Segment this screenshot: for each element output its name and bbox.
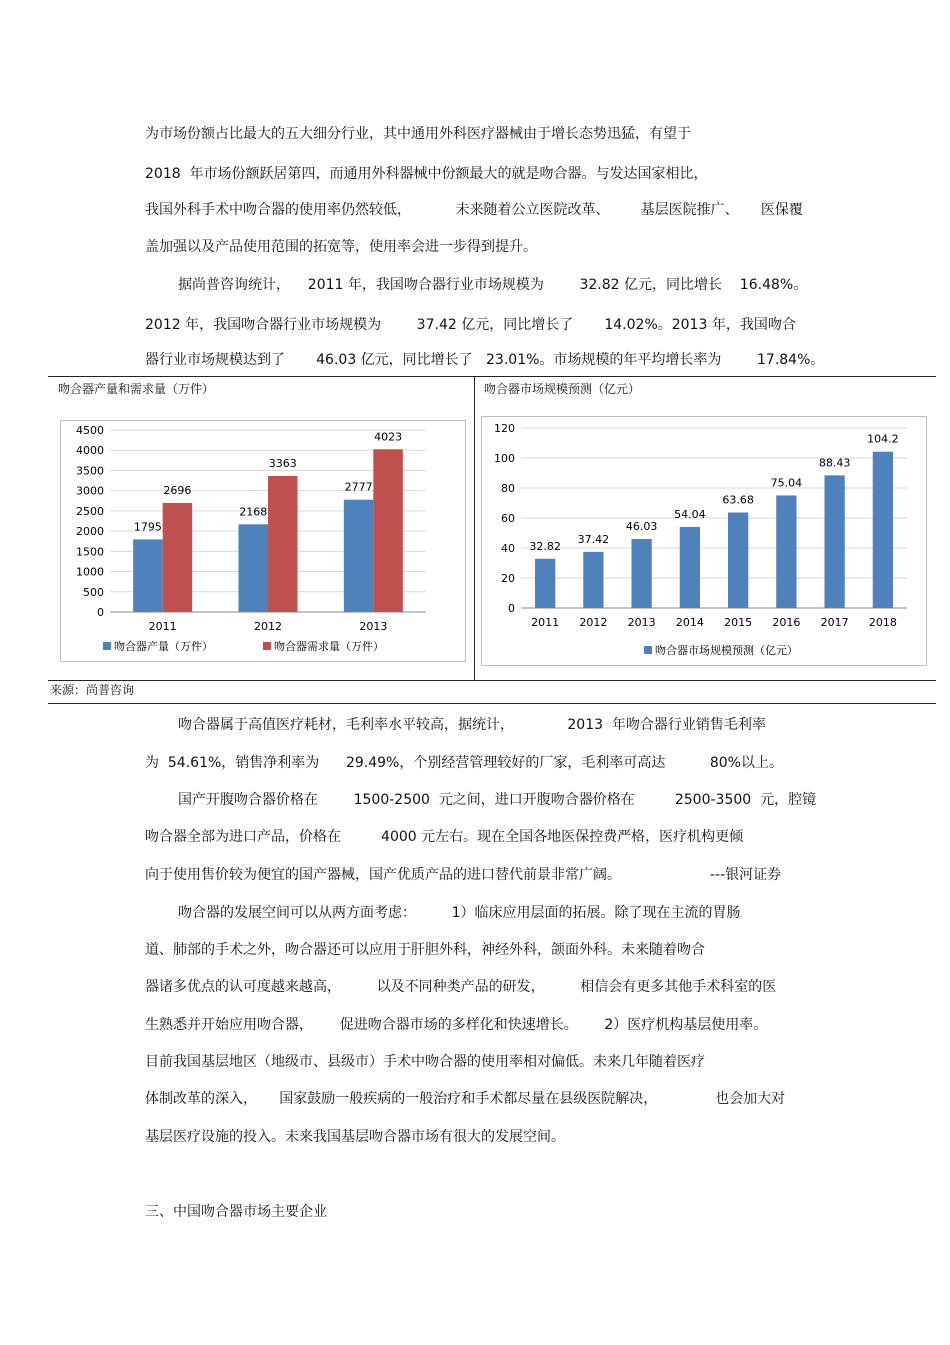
bar	[268, 476, 297, 612]
x-tick-label: 2014	[675, 616, 704, 629]
bar	[133, 539, 162, 612]
section-heading: 三、中国吻合器市场主要企业	[145, 1204, 327, 1220]
y-tick-label: 0	[97, 606, 104, 619]
y-tick-label: 4500	[76, 424, 104, 437]
y-tick-label: 1500	[76, 545, 104, 559]
production-demand-chart	[60, 420, 466, 662]
data-label: 37.42	[577, 532, 610, 546]
paragraph-line: 吻合器的发展空间可以从两方面考虑： 1）临床应用层面的拓展。除了现在主流的胃肠	[178, 905, 741, 921]
legend-swatch	[103, 642, 111, 650]
bar	[344, 500, 373, 612]
paragraph-line: 盖加强以及产品使用范围的拓宽等，使用率会进一步得到提升。	[145, 239, 537, 255]
legend-swatch	[644, 646, 652, 654]
x-tick-label: 2018	[868, 616, 897, 629]
paragraph-line: 据尚普咨询统计， 2011 年，我国吻合器行业市场规模为 32.82 亿元，同比增长 16.48%。	[178, 277, 808, 293]
y-tick-label: 3500	[76, 464, 104, 478]
data-label: 32.82	[529, 539, 561, 553]
data-label: 63.68	[722, 493, 754, 507]
x-tick-label: 2011	[531, 616, 560, 629]
paragraph-line: 为市场份额占比最大的五大细分行业，其中通用外科医疗器械由于增长态势迅猛，有望于	[145, 126, 691, 142]
y-tick-label: 1000	[76, 565, 104, 579]
x-tick-label: 2015	[724, 616, 753, 629]
data-label: 2777	[344, 480, 373, 494]
x-tick-label: 2016	[772, 616, 801, 629]
x-tick-label: 2011	[148, 620, 177, 633]
y-tick-label: 60	[501, 512, 515, 525]
figure-mid-rule	[48, 680, 936, 681]
paragraph-line: 基层医疗设施的投入。未来我国基层吻合器市场有很大的发展空间。	[145, 1129, 565, 1145]
data-label: 54.04	[674, 507, 706, 521]
y-tick-label: 2500	[76, 504, 104, 518]
data-label: 75.04	[770, 476, 803, 490]
paragraph-line: 体制改革的深入， 国家鼓励一般疾病的一般治疗和手术都尽量在县级医院解决， 也会加大对	[145, 1091, 786, 1107]
data-label: 1795	[133, 520, 162, 534]
paragraph-line: 2018 年市场份额跃居第四，而通用外科器械中份额最大的就是吻合器。与发达国家相比，	[145, 166, 708, 182]
legend-label: 吻合器需求量（万件）	[274, 640, 384, 653]
chart-title: 吻合器产量和需求量（万件）	[58, 382, 215, 396]
data-label: 2168	[239, 505, 268, 519]
y-tick-label: 80	[501, 482, 515, 495]
paragraph-line: 生熟悉并开始应用吻合器， 促进吻合器市场的多样化和快速增长。 2）医疗机构基层使用率。	[145, 1017, 768, 1033]
legend-label: 吻合器产量（万件）	[114, 640, 213, 653]
bar	[680, 527, 700, 608]
bar	[535, 559, 555, 608]
bar	[824, 475, 844, 608]
bar	[776, 495, 796, 608]
y-tick-label: 4000	[76, 444, 104, 458]
y-tick-label: 0	[508, 602, 515, 615]
data-label: 104.2	[867, 432, 899, 446]
paragraph-line: 2012 年，我国吻合器行业市场规模为 37.42 亿元，同比增长了 14.02%。2013 年，我国吻合	[145, 317, 796, 333]
data-label: 46.03	[625, 519, 658, 533]
data-label: 4023	[374, 430, 403, 444]
y-tick-label: 100	[494, 452, 515, 465]
paragraph-line: 向于使用售价较为便宜的国产器械，国产优质产品的进口替代前景非常广阔。 ---银河证券	[145, 867, 782, 883]
y-tick-label: 500	[83, 585, 104, 599]
paragraph-line: 目前我国基层地区（地级市、县级市）手术中吻合器的使用率相对偏低。未来几年随着医疗	[145, 1054, 705, 1070]
x-tick-label: 2013	[627, 616, 656, 629]
figure-source: 来源：尚普咨询	[50, 683, 135, 697]
data-label: 3363	[268, 456, 297, 470]
chart-title: 吻合器市场规模预测（亿元）	[484, 382, 641, 396]
x-tick-label: 2012	[579, 616, 608, 629]
x-tick-label: 2012	[254, 620, 282, 633]
paragraph-line: 吻合器属于高值医疗耗材，毛利率水平较高，据统计， 2013 年吻合器行业销售毛利率	[178, 717, 766, 733]
bar	[239, 524, 268, 612]
paragraph-line: 器诸多优点的认可度越来越高， 以及不同种类产品的研发， 相信会有更多其他手术科室的医	[145, 979, 777, 995]
market-forecast-chart	[481, 416, 927, 666]
figure-block	[48, 376, 936, 704]
figure-divider	[474, 376, 475, 680]
paragraph-line: 我国外科手术中吻合器的使用率仍然较低， 未来随着公立医院改革、 基层医院推广、 医保覆	[145, 202, 803, 218]
bar	[583, 552, 603, 608]
data-label: 88.43	[818, 456, 851, 470]
legend-swatch	[263, 642, 271, 650]
data-label: 2696	[163, 483, 192, 497]
paragraph-line: 吻合器全部为进口产品，价格在 4000 元左右。现在全国各地医保控费严格，医疗机构更倾	[145, 829, 744, 845]
x-tick-label: 2013	[359, 620, 388, 633]
figure-top-rule	[48, 376, 936, 377]
legend-label: 吻合器市场规模预测（亿元）	[655, 644, 798, 657]
y-tick-label: 3000	[76, 484, 104, 498]
y-tick-label: 40	[501, 542, 515, 555]
paragraph-line: 为 54.61%，销售净利率为 29.49%，个别经营管理较好的厂家，毛利率可高达 80%以上。	[145, 755, 783, 771]
y-tick-label: 20	[501, 572, 515, 585]
bar	[873, 452, 893, 608]
paragraph-line: 道、肺部的手术之外，吻合器还可以应用于肝胆外科，神经外科，颌面外科。未来随着吻合	[145, 942, 705, 958]
paragraph-line: 器行业市场规模达到了 46.03 亿元，同比增长了 23.01%。市场规模的年平均增长率为 17.84%。	[145, 352, 825, 368]
bar	[728, 512, 748, 608]
bar	[163, 503, 192, 612]
bar	[373, 449, 402, 612]
paragraph-line: 国产开腹吻合器价格在 1500-2500 元之间，进口开腹吻合器价格在 2500-3500 元，腔镜	[178, 792, 817, 808]
figure-bottom-rule	[48, 703, 936, 704]
x-tick-label: 2017	[820, 616, 849, 629]
bar	[631, 539, 651, 608]
y-tick-label: 120	[494, 422, 515, 435]
y-tick-label: 2000	[76, 525, 104, 539]
